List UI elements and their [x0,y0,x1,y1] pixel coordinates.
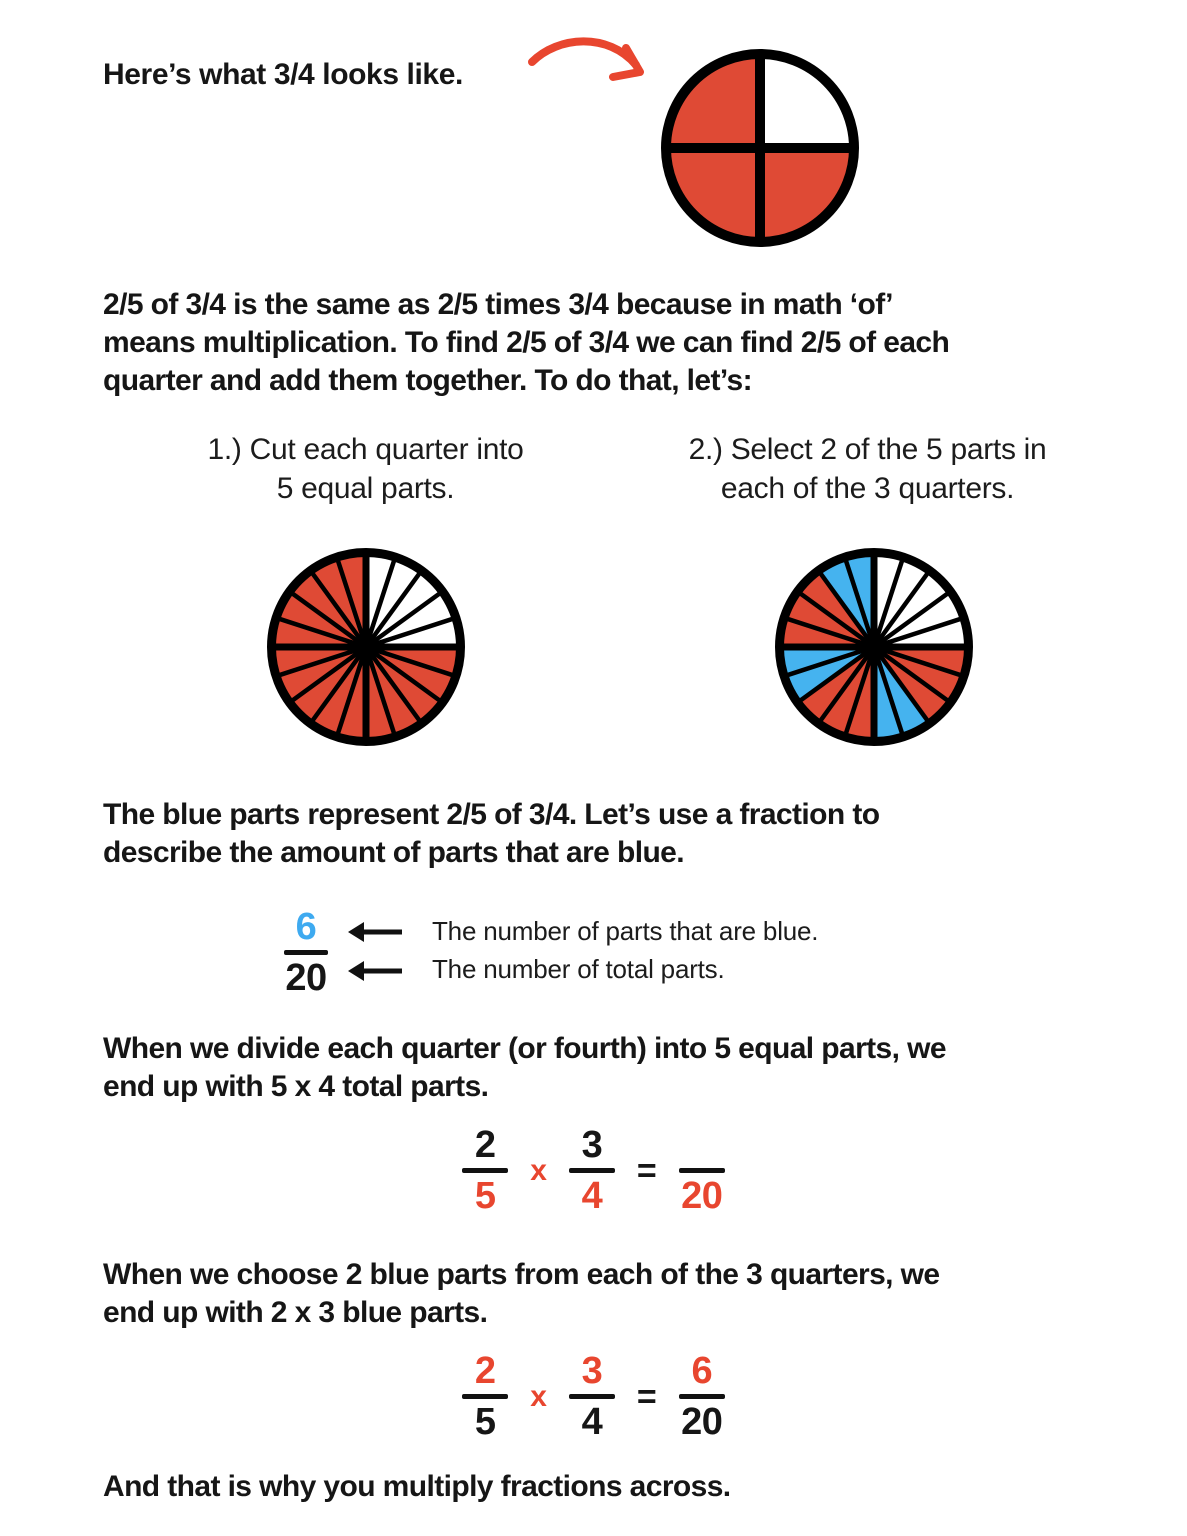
left-arrow-icon [346,921,404,948]
curved-arrow-icon [524,32,656,94]
fraction-bar [679,1394,725,1399]
fraction-denominator: 4 [581,1401,603,1443]
fraction-3-4 [569,1352,615,1441]
fraction-bar [569,1168,615,1173]
fraction-bar [462,1168,508,1173]
fraction-numerator: 3 [581,1350,603,1392]
left-arrow-icon [346,960,404,987]
intro-line: means multiplication. To find 2/5 of 3/4 we can find 2/5 of each [103,326,950,359]
equation-denominators [0,1126,1187,1215]
blue-parts-paragraph: The blue parts represent 2/5 of 3/4. Let’s use a fraction to describe the amount of parts that are blue. [103,798,880,869]
fraction-3-4 [569,1126,615,1215]
cut-into-twentieths-pie [266,547,466,747]
multiply-sign: x [530,1379,547,1413]
equation-numerators [0,1352,1187,1441]
intro-line: 2/5 of 3/4 is the same as 2/5 times 3/4 because in math ‘of’ [103,288,893,321]
fraction-denominator: 4 [581,1175,603,1217]
fraction-numerator: 6 [691,1350,713,1392]
closing-statement: And that is why you multiply fractions across. [103,1470,731,1503]
divide-paragraph: When we divide each quarter (or fourth) into 5 equal parts, we end up with 5 x 4 total parts. [103,1032,946,1103]
fraction-bar [569,1394,615,1399]
fraction-2-5 [462,1352,508,1441]
intro-paragraph [103,286,949,400]
fraction-denominator: 5 [474,1175,496,1217]
equals-sign: = [636,1151,657,1190]
fraction-denominator: 20 [285,957,327,999]
fraction-numerator: 3 [581,1124,603,1166]
three-fourths-pie [660,48,860,248]
fraction-bar [462,1394,508,1399]
step-1-label: 1.) Cut each quarter into 5 equal parts. [207,433,524,505]
fraction-numerator: 6 [295,906,317,948]
fraction-bar [284,950,328,955]
fraction-numerator: 2 [474,1124,496,1166]
fraction-6-20 [679,1352,725,1441]
equals-sign: = [636,1377,657,1416]
numerator-label: The number of parts that are blue. [432,916,819,946]
selected-parts-pie [774,547,974,747]
fraction-six-twentieths [280,908,332,997]
page-title: Here’s what 3/4 looks like. [103,58,463,91]
fraction-blank-20 [679,1126,725,1215]
denominator-label: The number of total parts. [432,954,725,984]
fraction-denominator: 20 [681,1175,723,1217]
choose-paragraph: When we choose 2 blue parts from each of the 3 quarters, we end up with 2 x 3 blue parts. [103,1258,940,1329]
step-2-label: 2.) Select 2 of the 5 parts in each of the 3 quarters. [688,433,1047,505]
intro-line: quarter and add them together. To do that, let’s: [103,364,752,397]
fraction-2-5 [462,1126,508,1215]
multiply-sign: x [530,1153,547,1187]
fraction-denominator: 5 [474,1401,496,1443]
fraction-bar [679,1168,725,1173]
fraction-denominator: 20 [681,1401,723,1443]
fraction-numerator: 2 [474,1350,496,1392]
